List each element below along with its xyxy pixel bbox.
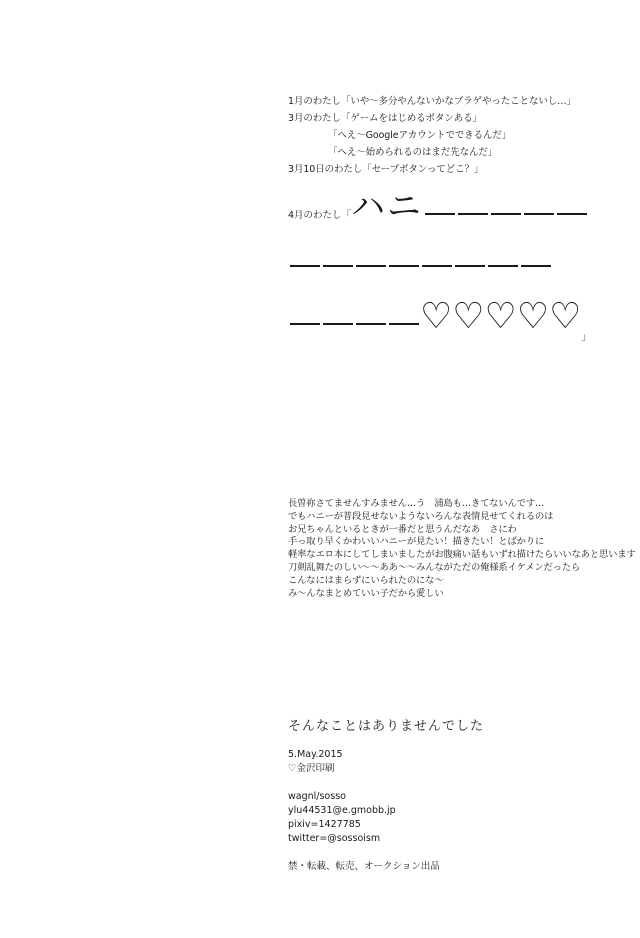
afterword-line: み〜んなまとめていい子だから愛しい — [288, 587, 444, 599]
afterword-line: 軽率なエロ本にしてしまいましたがお腹痛い話もいずれ描けたらいいなあと思います — [288, 549, 636, 561]
long-dash — [521, 265, 551, 267]
circle-name: wagnl/sosso — [288, 791, 346, 802]
hearts-text: ♡♡♡♡♡ — [420, 296, 582, 337]
long-dash — [422, 265, 452, 267]
afterword-line: でもハニーが普段見せないようないろんな表情見せてくれるのは — [288, 510, 554, 522]
long-dash — [455, 265, 485, 267]
exclamation-close: 」 — [581, 332, 591, 343]
twitter-handle: twitter=@sossoism — [288, 833, 381, 844]
exclamation-block — [288, 178, 628, 352]
long-dash — [389, 265, 419, 267]
long-dash — [425, 213, 455, 215]
long-dash — [557, 213, 587, 215]
contact-email: ylu44531@e.gmobb.jp — [288, 805, 396, 816]
long-dash — [458, 213, 488, 215]
monologue-line-january: 1月のわたし「いや〜多分やんないかなブラゲやったことないし…」 — [288, 96, 576, 107]
monologue-line-march-10: 3月10日のわたし「セーブボタンってどこ？」 — [288, 164, 484, 175]
long-dash — [323, 265, 353, 267]
book-title: そんなことはありませんでした — [288, 719, 485, 734]
colophon — [288, 715, 618, 872]
exclamation-row-3 — [288, 294, 628, 352]
long-dash — [356, 323, 386, 325]
exclamation-prefix: 4月のわたし「 — [288, 210, 352, 221]
exclamation-text: ハニ — [351, 187, 424, 227]
long-dash — [491, 213, 521, 215]
printer-name: ♡金沢印刷 — [288, 763, 335, 774]
pixiv-id: pixiv=1427785 — [288, 819, 361, 830]
publication-date: 5.May.2015 — [288, 749, 343, 760]
long-dash — [290, 323, 320, 325]
monologue-block — [288, 93, 618, 178]
long-dash — [323, 323, 353, 325]
monologue-line-google: 「へえ〜Googleアカウントでできるんだ」 — [328, 130, 512, 141]
long-dash — [290, 265, 320, 267]
long-dash — [488, 265, 518, 267]
afterword-line: こんなにはまらずにいられたのにな〜 — [288, 574, 444, 586]
afterword-block — [288, 498, 636, 600]
long-dash — [389, 323, 419, 325]
afterword-line: 刀剣乱舞たのしい〜〜ああ〜〜みんながただの俺様系イケメンだったら — [288, 561, 581, 573]
monologue-line-start-later: 「へえ〜始められるのはまだ先なんだ」 — [328, 147, 498, 158]
afterword-line: 手っ取り早くかわいいハニーが見たい！描きたい！とばかりに — [288, 536, 545, 548]
afterword-line: お兄ちゃんといるときが一番だと思うんだなあ さにわ — [288, 523, 517, 535]
monologue-line-march: 3月のわたし「ゲームをはじめるボタンある」 — [288, 113, 482, 124]
long-dash — [356, 265, 386, 267]
exclamation-row-1 — [288, 178, 628, 236]
exclamation-row-2 — [288, 236, 628, 294]
reprint-notice: 禁・転載、転売、オークション出品 — [288, 861, 440, 872]
afterword-line: 長曽祢さてませんすみません…う 浦島も…きてないんです… — [288, 498, 545, 509]
long-dash — [524, 213, 554, 215]
